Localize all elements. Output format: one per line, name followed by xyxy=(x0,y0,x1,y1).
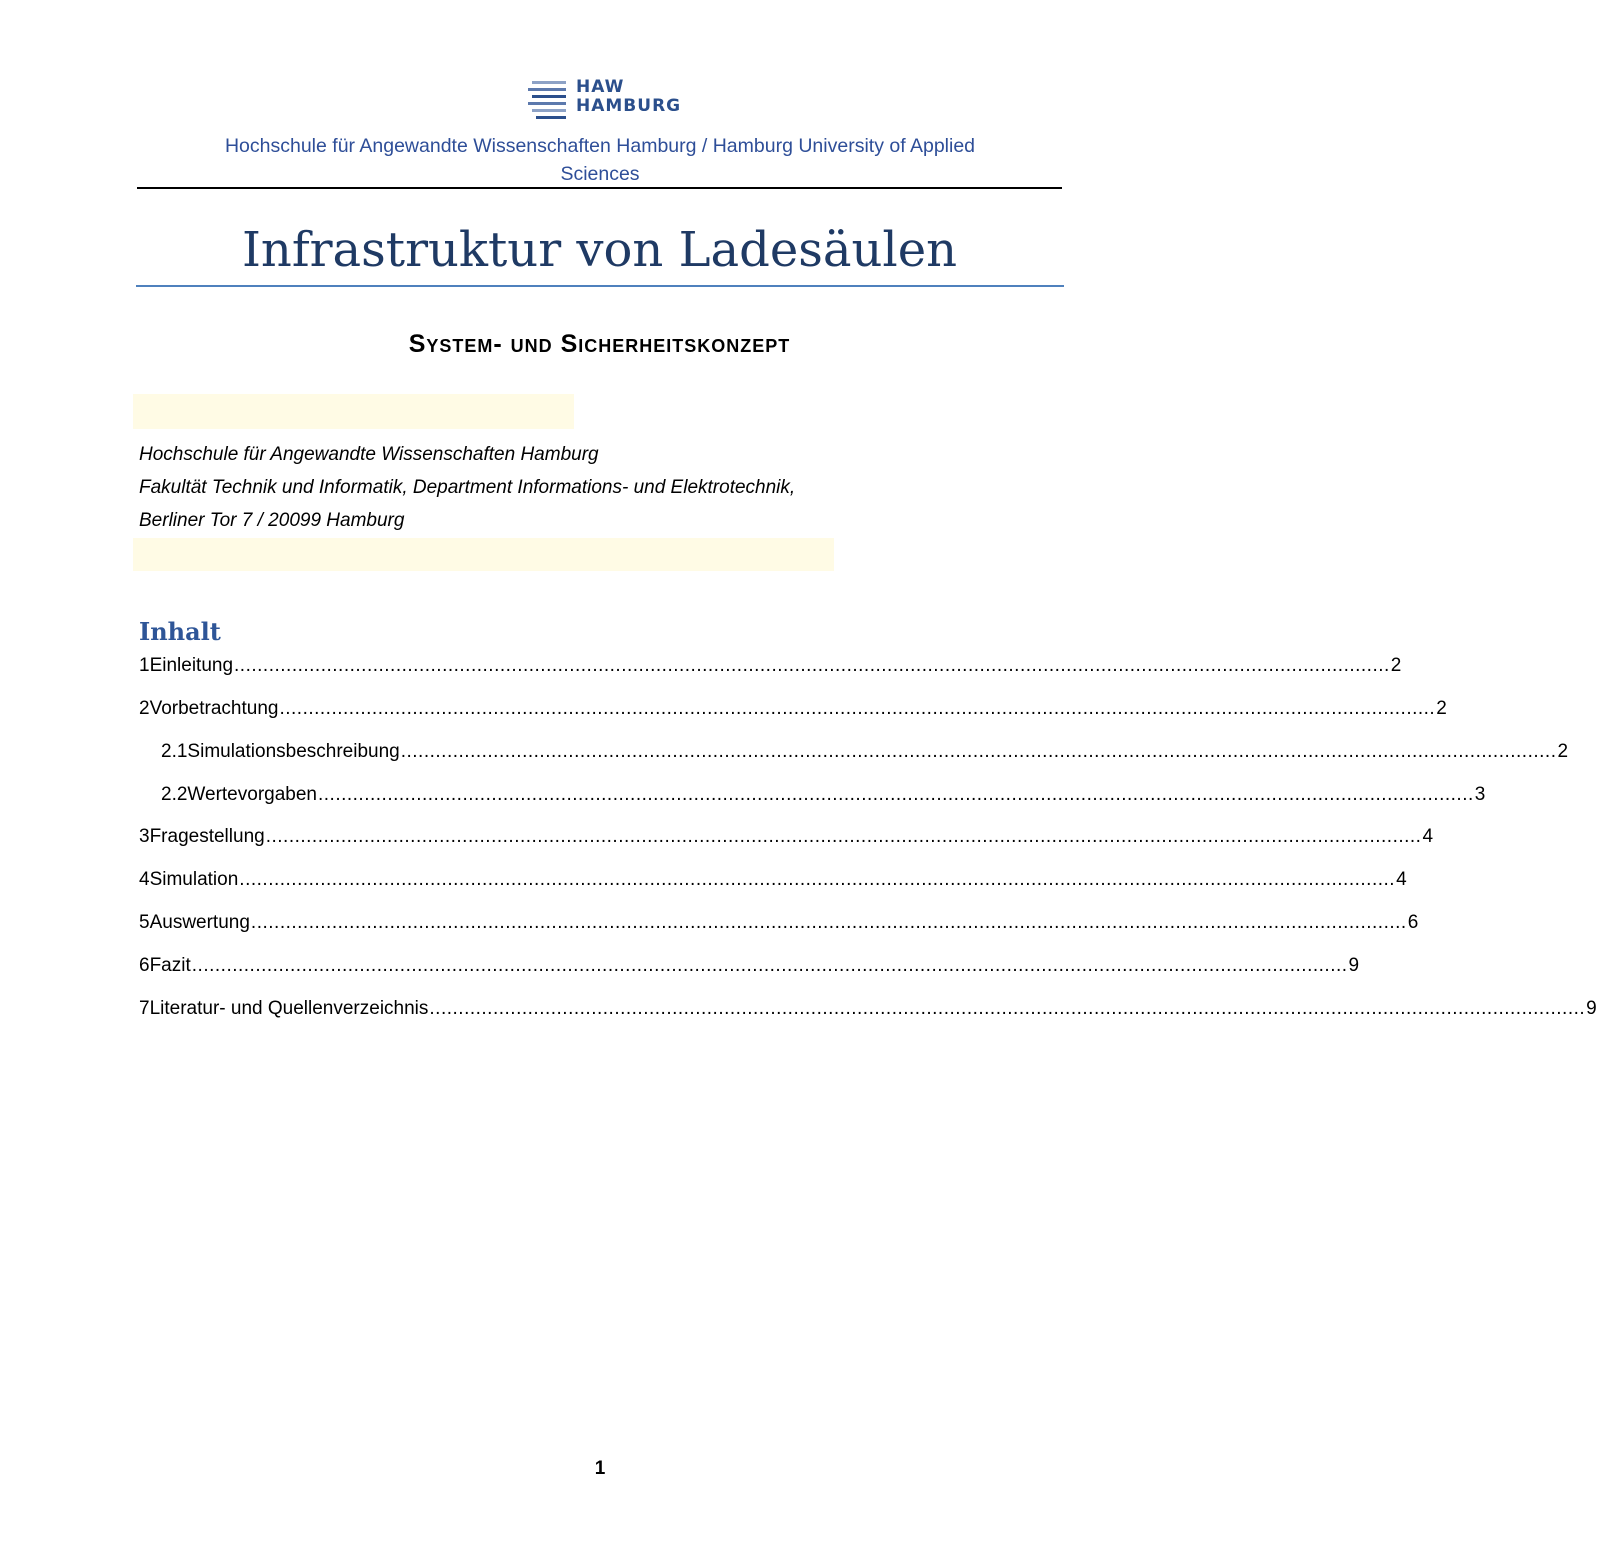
address-line2: Fakultät Technik und Informatik, Department Informations- und Elektrotechnik, xyxy=(139,477,796,498)
toc-entry-number: 7 xyxy=(139,998,150,1019)
header-institution xyxy=(138,132,1062,188)
toc-entry-page: 9 xyxy=(1586,998,1597,1019)
toc-leader-dots: ........................................................................................................................................................................................................ xyxy=(250,912,1407,933)
highlight-placeholder-top xyxy=(133,394,574,429)
toc-entry[interactable] xyxy=(139,784,1486,812)
toc-entry-number: 2.2 xyxy=(161,784,188,805)
toc-entry-number: 4 xyxy=(139,869,150,890)
toc-entry-page: 4 xyxy=(1396,869,1407,890)
toc-entry-page: 2 xyxy=(1436,698,1447,719)
header-institution-line1: Hochschule für Angewandte Wissenschaften Hamburg / Hamburg University of Applied xyxy=(224,135,976,157)
toc-entry-label: Simulationsbeschreibung xyxy=(187,741,400,762)
toc-entry-label: Auswertung xyxy=(149,912,250,933)
toc-leader-dots: ........................................................................................................................................................................................................ xyxy=(239,869,1396,890)
toc-entry[interactable] xyxy=(139,955,1360,983)
toc-entry-number: 5 xyxy=(139,912,150,933)
toc-entry-label: Vorbetrachtung xyxy=(149,698,279,719)
toc-entry[interactable] xyxy=(139,826,1434,854)
toc-entry-page: 6 xyxy=(1407,912,1419,933)
haw-hamburg-logo xyxy=(528,77,682,122)
toc-entry[interactable] xyxy=(139,655,1402,683)
toc-entry-label: Simulation xyxy=(149,869,239,890)
toc-heading: Inhalt xyxy=(139,617,221,646)
toc-entry-page: 2 xyxy=(1557,741,1569,762)
toc-entry[interactable] xyxy=(139,698,1447,726)
header-divider xyxy=(137,187,1062,189)
toc-entry[interactable] xyxy=(139,912,1419,940)
toc-entry-label: Fragestellung xyxy=(149,826,265,847)
toc-entry-number: 2 xyxy=(139,698,150,719)
logo-line1: HAW xyxy=(576,77,625,97)
toc-entry-page: 2 xyxy=(1390,655,1402,676)
toc-leader-dots: ........................................................................................................................................................................................................ xyxy=(191,955,1348,976)
address-block xyxy=(139,438,795,537)
toc-entry-number: 3 xyxy=(139,826,150,847)
toc-entry-number: 2.1 xyxy=(161,741,188,762)
logo-text xyxy=(576,78,681,116)
toc-leader-dots: ........................................................................................................................................................................................................ xyxy=(429,998,1586,1019)
toc-entry-label: Fazit xyxy=(149,955,191,976)
toc-leader-dots: ........................................................................................................................................................................................................ xyxy=(400,741,1557,762)
toc-entry-number: 1 xyxy=(139,655,150,676)
toc-leader-dots: ........................................................................................................................................................................................................ xyxy=(265,826,1422,847)
toc-entry-number: 6 xyxy=(139,955,150,976)
toc-entry-page: 9 xyxy=(1348,955,1360,976)
document-title: Infrastruktur von Ladesäulen xyxy=(241,222,958,278)
document-subtitle: System- und Sicherheitskonzept xyxy=(408,330,791,358)
toc-entry-label: Wertevorgaben xyxy=(187,784,317,805)
page-number: 1 xyxy=(594,1458,606,1479)
toc-entry-page: 3 xyxy=(1474,784,1486,805)
logo-line2: HAMBURG xyxy=(576,96,682,116)
toc-leader-dots: ........................................................................................................................................................................................................ xyxy=(317,784,1474,805)
toc-entry-page: 4 xyxy=(1422,826,1434,847)
address-line1: Hochschule für Angewandte Wissenschaften Hamburg xyxy=(139,444,599,465)
toc-entry-label: Literatur- und Quellenverzeichnis xyxy=(149,998,429,1019)
title-divider xyxy=(136,285,1064,287)
header-institution-line2: Sciences xyxy=(560,163,640,185)
toc-leader-dots: ........................................................................................................................................................................................................ xyxy=(234,655,1390,676)
address-line3: Berliner Tor 7 / 20099 Hamburg xyxy=(139,510,405,531)
toc-entry[interactable] xyxy=(139,998,1597,1026)
logo-stripes-icon xyxy=(528,78,572,120)
toc-entry[interactable] xyxy=(139,869,1407,897)
toc-entry[interactable] xyxy=(139,741,1569,769)
toc-leader-dots: ........................................................................................................................................................................................................ xyxy=(279,698,1436,719)
toc-entry-label: Einleitung xyxy=(149,655,234,676)
highlight-placeholder-bottom xyxy=(133,538,834,571)
